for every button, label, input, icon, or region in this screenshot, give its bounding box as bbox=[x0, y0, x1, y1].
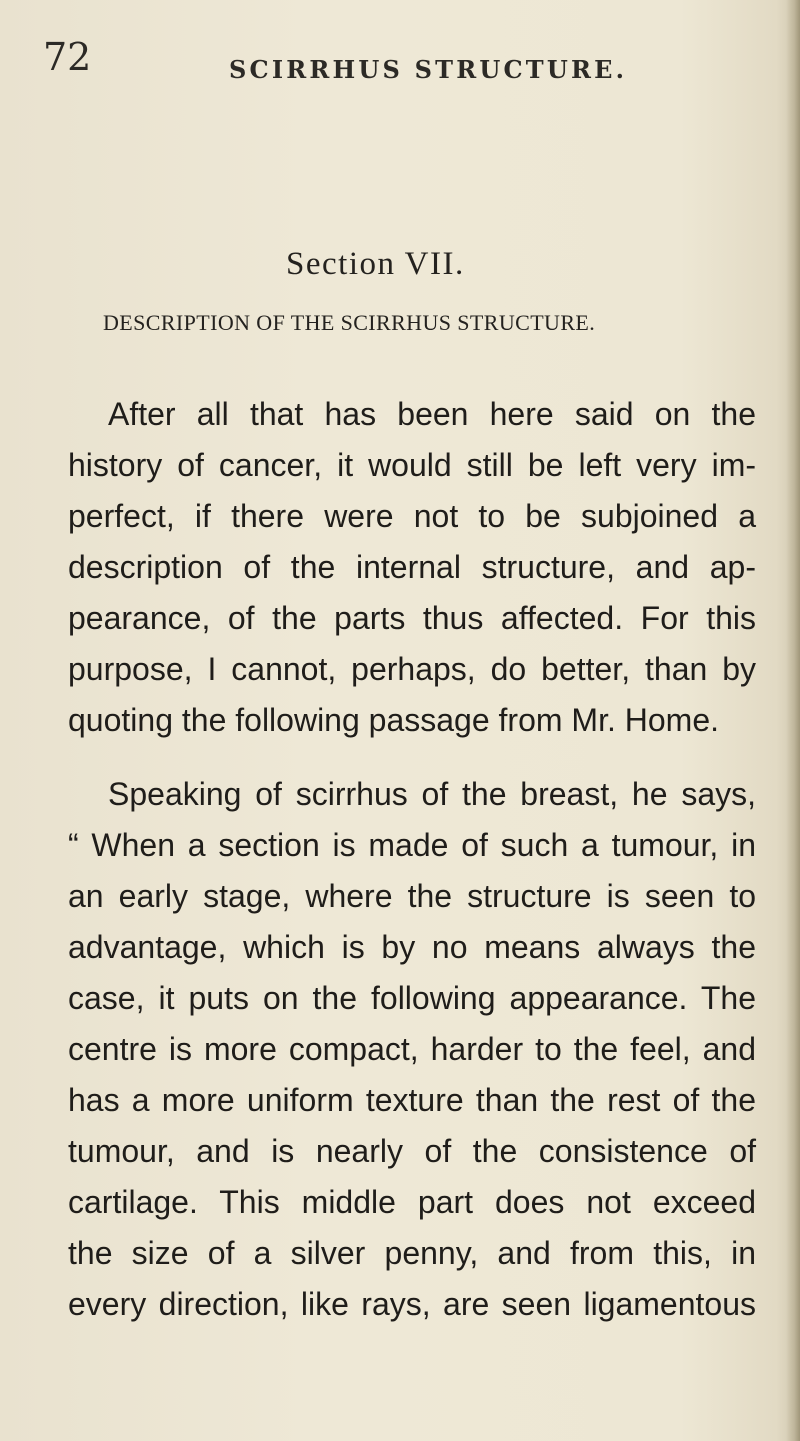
text-line: quoting the following passage from Mr. Home. bbox=[68, 702, 719, 738]
text-line: cartilage. This middle part does not exceed bbox=[68, 1184, 756, 1220]
text-line: case, it puts on the following appearance. The bbox=[68, 980, 756, 1016]
text-line: centre is more compact, harder to the feel, and bbox=[68, 1031, 756, 1067]
text-line: Speaking of scirrhus of the breast, he says, bbox=[108, 776, 756, 812]
text-line: the size of a silver penny, and from this, in bbox=[68, 1235, 756, 1271]
text-line: After all that has been here said on the bbox=[108, 396, 756, 432]
text-line: history of cancer, it would still be left very im- bbox=[68, 447, 756, 483]
text-line: description of the internal structure, and ap- bbox=[68, 549, 756, 585]
text-line: perfect, if there were not to be subjoined a bbox=[68, 498, 756, 534]
text-line: purpose, I cannot, perhaps, do better, than by bbox=[68, 651, 756, 687]
text-line: an early stage, where the structure is seen to bbox=[68, 878, 756, 914]
text-line: tumour, and is nearly of the consistence of bbox=[68, 1133, 756, 1169]
page-edge-shadow bbox=[786, 0, 800, 1441]
section-title: Section VII. bbox=[286, 246, 465, 282]
section-subtitle: DESCRIPTION OF THE SCIRRHUS STRUCTURE. bbox=[103, 310, 596, 335]
page-number: 72 bbox=[43, 35, 92, 79]
text-line: advantage, which is by no means always the bbox=[68, 929, 756, 965]
running-head: SCIRRHUS STRUCTURE. bbox=[229, 55, 628, 84]
text-line: every direction, like rays, are seen ligamentous bbox=[68, 1286, 756, 1322]
text-line: has a more uniform texture than the rest of the bbox=[68, 1082, 756, 1118]
text-line: pearance, of the parts thus affected. For this bbox=[68, 600, 756, 636]
text-line: “ When a section is made of such a tumour, in bbox=[68, 827, 756, 863]
